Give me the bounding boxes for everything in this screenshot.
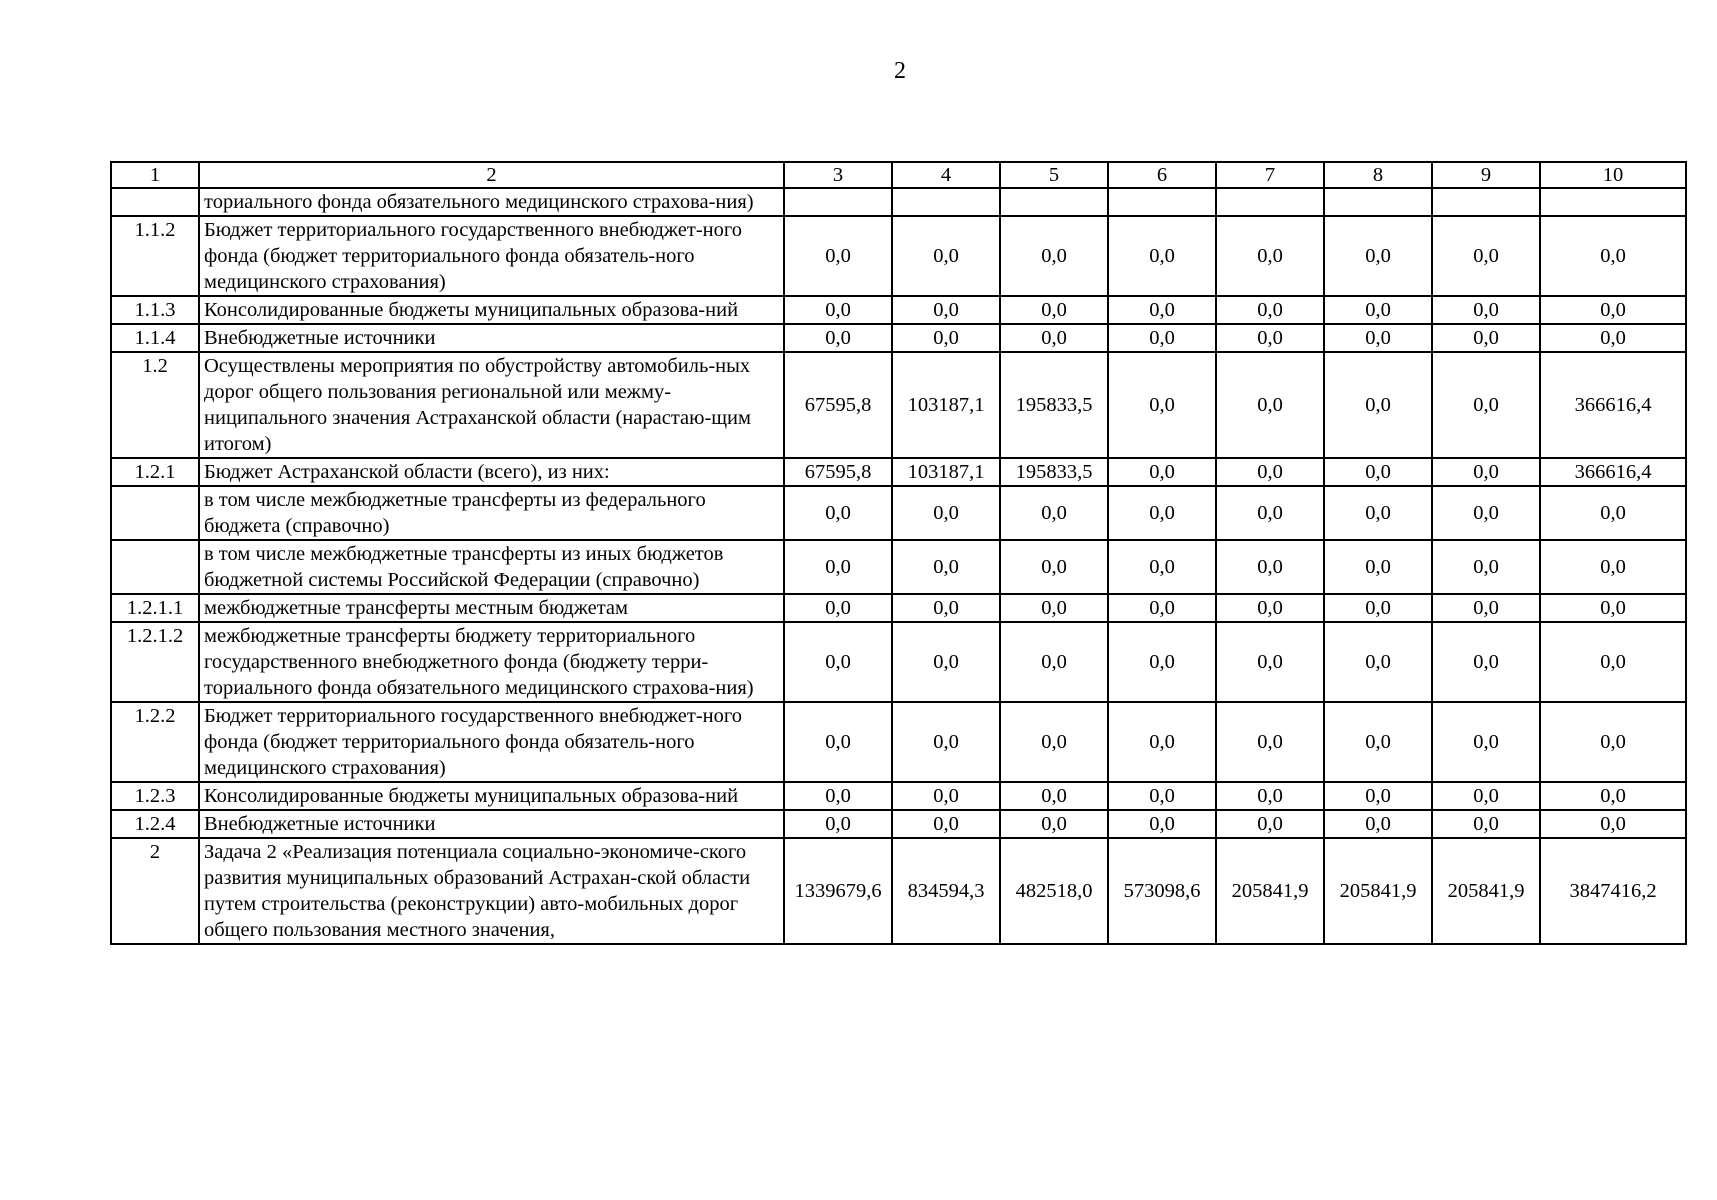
value-cell-col-5: 0,0 — [1000, 810, 1108, 838]
value-cell-col-5: 0,0 — [1000, 296, 1108, 324]
value-cell-col-4: 0,0 — [892, 782, 1000, 810]
value-cell-col-8: 0,0 — [1324, 352, 1432, 458]
table-row — [111, 352, 1686, 458]
value-cell-col-7: 0,0 — [1216, 810, 1324, 838]
table-row — [111, 296, 1686, 324]
row-description: Внебюджетные источники — [199, 810, 784, 838]
value-cell-col-5: 0,0 — [1000, 324, 1108, 352]
value-cell-col-9: 0,0 — [1432, 458, 1540, 486]
value-cell-col-3: 1339679,6 — [784, 838, 892, 944]
value-cell-col-7 — [1216, 188, 1324, 216]
table-row — [111, 486, 1686, 540]
value-cell-col-10: 0,0 — [1540, 540, 1686, 594]
value-cell-col-6: 0,0 — [1108, 486, 1216, 540]
table-row — [111, 594, 1686, 622]
value-cell-col-6: 0,0 — [1108, 458, 1216, 486]
row-description: Задача 2 «Реализация потенциала социально-экономиче-ского развития муниципальных образований Астрахан-ской области путем строительства (реконструкции) авто-мобильных дорог общего пользования местного значения, — [199, 838, 784, 944]
value-cell-col-9: 0,0 — [1432, 216, 1540, 296]
value-cell-col-6: 573098,6 — [1108, 838, 1216, 944]
row-code — [111, 486, 199, 540]
value-cell-col-10: 0,0 — [1540, 622, 1686, 702]
value-cell-col-8: 0,0 — [1324, 594, 1432, 622]
table-row — [111, 188, 1686, 216]
row-code: 1.1.2 — [111, 216, 199, 296]
value-cell-col-10: 366616,4 — [1540, 352, 1686, 458]
value-cell-col-3: 0,0 — [784, 324, 892, 352]
row-code: 1.2.1 — [111, 458, 199, 486]
value-cell-col-3: 0,0 — [784, 216, 892, 296]
value-cell-col-7: 0,0 — [1216, 324, 1324, 352]
value-cell-col-6: 0,0 — [1108, 352, 1216, 458]
column-header-3: 3 — [784, 162, 892, 188]
value-cell-col-5: 0,0 — [1000, 216, 1108, 296]
value-cell-col-4: 0,0 — [892, 540, 1000, 594]
value-cell-col-3: 0,0 — [784, 622, 892, 702]
row-code: 2 — [111, 838, 199, 944]
value-cell-col-9: 0,0 — [1432, 540, 1540, 594]
row-code: 1.2.1.1 — [111, 594, 199, 622]
value-cell-col-7: 0,0 — [1216, 594, 1324, 622]
value-cell-col-8: 0,0 — [1324, 458, 1432, 486]
row-description: Внебюджетные источники — [199, 324, 784, 352]
value-cell-col-4: 0,0 — [892, 594, 1000, 622]
value-cell-col-4: 0,0 — [892, 622, 1000, 702]
column-header-10: 10 — [1540, 162, 1686, 188]
row-description: межбюджетные трансферты бюджету территориального государственного внебюджетного фонда (бюджету терри-ториального фонда обязательного медицинского страхова-ния) — [199, 622, 784, 702]
value-cell-col-3: 67595,8 — [784, 458, 892, 486]
value-cell-col-8: 0,0 — [1324, 622, 1432, 702]
column-header-6: 6 — [1108, 162, 1216, 188]
value-cell-col-10: 0,0 — [1540, 324, 1686, 352]
value-cell-col-9 — [1432, 188, 1540, 216]
value-cell-col-6: 0,0 — [1108, 782, 1216, 810]
value-cell-col-3: 0,0 — [784, 486, 892, 540]
value-cell-col-10: 3847416,2 — [1540, 838, 1686, 944]
value-cell-col-8 — [1324, 188, 1432, 216]
value-cell-col-3: 0,0 — [784, 702, 892, 782]
value-cell-col-10 — [1540, 188, 1686, 216]
table-row — [111, 702, 1686, 782]
column-header-4: 4 — [892, 162, 1000, 188]
value-cell-col-5: 195833,5 — [1000, 458, 1108, 486]
value-cell-col-3: 67595,8 — [784, 352, 892, 458]
value-cell-col-3: 0,0 — [784, 810, 892, 838]
value-cell-col-8: 0,0 — [1324, 810, 1432, 838]
table-row — [111, 810, 1686, 838]
value-cell-col-9: 0,0 — [1432, 324, 1540, 352]
row-description: Бюджет территориального государственного внебюджет-ного фонда (бюджет территориального фонда обязатель-ного медицинского страхования) — [199, 216, 784, 296]
column-header-1: 1 — [111, 162, 199, 188]
value-cell-col-10: 366616,4 — [1540, 458, 1686, 486]
value-cell-col-5: 0,0 — [1000, 702, 1108, 782]
table-row — [111, 458, 1686, 486]
value-cell-col-6: 0,0 — [1108, 594, 1216, 622]
value-cell-col-5: 195833,5 — [1000, 352, 1108, 458]
value-cell-col-6: 0,0 — [1108, 810, 1216, 838]
value-cell-col-4: 834594,3 — [892, 838, 1000, 944]
value-cell-col-3: 0,0 — [784, 782, 892, 810]
value-cell-col-9: 0,0 — [1432, 486, 1540, 540]
value-cell-col-7: 0,0 — [1216, 486, 1324, 540]
value-cell-col-7: 0,0 — [1216, 458, 1324, 486]
row-description: Бюджет территориального государственного внебюджет-ного фонда (бюджет территориального фонда обязатель-ного медицинского страхования) — [199, 702, 784, 782]
table-row — [111, 838, 1686, 944]
value-cell-col-6 — [1108, 188, 1216, 216]
column-header-9: 9 — [1432, 162, 1540, 188]
value-cell-col-8: 0,0 — [1324, 324, 1432, 352]
value-cell-col-5: 0,0 — [1000, 594, 1108, 622]
value-cell-col-8: 0,0 — [1324, 216, 1432, 296]
row-code — [111, 188, 199, 216]
value-cell-col-7: 0,0 — [1216, 782, 1324, 810]
value-cell-col-5: 0,0 — [1000, 540, 1108, 594]
value-cell-col-6: 0,0 — [1108, 216, 1216, 296]
value-cell-col-6: 0,0 — [1108, 296, 1216, 324]
value-cell-col-8: 0,0 — [1324, 782, 1432, 810]
table-row — [111, 324, 1686, 352]
value-cell-col-9: 0,0 — [1432, 782, 1540, 810]
value-cell-col-5 — [1000, 188, 1108, 216]
row-description: Консолидированные бюджеты муниципальных образова-ний — [199, 782, 784, 810]
value-cell-col-7: 0,0 — [1216, 352, 1324, 458]
column-header-5: 5 — [1000, 162, 1108, 188]
value-cell-col-3: 0,0 — [784, 540, 892, 594]
value-cell-col-7: 0,0 — [1216, 622, 1324, 702]
value-cell-col-8: 0,0 — [1324, 702, 1432, 782]
value-cell-col-6: 0,0 — [1108, 540, 1216, 594]
value-cell-col-6: 0,0 — [1108, 702, 1216, 782]
value-cell-col-7: 205841,9 — [1216, 838, 1324, 944]
value-cell-col-8: 205841,9 — [1324, 838, 1432, 944]
value-cell-col-5: 0,0 — [1000, 782, 1108, 810]
value-cell-col-3: 0,0 — [784, 296, 892, 324]
row-description: Консолидированные бюджеты муниципальных образова-ний — [199, 296, 784, 324]
value-cell-col-9: 0,0 — [1432, 622, 1540, 702]
value-cell-col-4: 0,0 — [892, 810, 1000, 838]
value-cell-col-6: 0,0 — [1108, 622, 1216, 702]
value-cell-col-5: 482518,0 — [1000, 838, 1108, 944]
value-cell-col-4: 0,0 — [892, 216, 1000, 296]
value-cell-col-8: 0,0 — [1324, 296, 1432, 324]
value-cell-col-3 — [784, 188, 892, 216]
value-cell-col-4: 103187,1 — [892, 352, 1000, 458]
value-cell-col-9: 0,0 — [1432, 702, 1540, 782]
row-description: в том числе межбюджетные трансферты из федерального бюджета (справочно) — [199, 486, 784, 540]
table-row — [111, 216, 1686, 296]
value-cell-col-6: 0,0 — [1108, 324, 1216, 352]
row-code: 1.2 — [111, 352, 199, 458]
value-cell-col-4: 0,0 — [892, 324, 1000, 352]
value-cell-col-9: 0,0 — [1432, 594, 1540, 622]
value-cell-col-3: 0,0 — [784, 594, 892, 622]
value-cell-col-4 — [892, 188, 1000, 216]
value-cell-col-8: 0,0 — [1324, 540, 1432, 594]
value-cell-col-10: 0,0 — [1540, 486, 1686, 540]
value-cell-col-4: 0,0 — [892, 296, 1000, 324]
value-cell-col-9: 0,0 — [1432, 810, 1540, 838]
page-number: 2 — [894, 58, 906, 84]
row-code: 1.2.3 — [111, 782, 199, 810]
row-code: 1.1.3 — [111, 296, 199, 324]
table-row — [111, 622, 1686, 702]
column-header-2: 2 — [199, 162, 784, 188]
value-cell-col-5: 0,0 — [1000, 486, 1108, 540]
table-body — [111, 188, 1686, 944]
column-header-7: 7 — [1216, 162, 1324, 188]
row-code: 1.1.4 — [111, 324, 199, 352]
row-description: Осуществлены мероприятия по обустройству автомобиль-ных дорог общего пользования региональной или межму-ниципального значения Астраханской области (нарастаю-щим итогом) — [199, 352, 784, 458]
value-cell-col-10: 0,0 — [1540, 216, 1686, 296]
row-description: Бюджет Астраханской области (всего), из них: — [199, 458, 784, 486]
value-cell-col-7: 0,0 — [1216, 702, 1324, 782]
row-code: 1.2.4 — [111, 810, 199, 838]
value-cell-col-4: 103187,1 — [892, 458, 1000, 486]
value-cell-col-7: 0,0 — [1216, 296, 1324, 324]
column-header-8: 8 — [1324, 162, 1432, 188]
row-description: в том числе межбюджетные трансферты из иных бюджетов бюджетной системы Российской Федерации (справочно) — [199, 540, 784, 594]
row-code — [111, 540, 199, 594]
value-cell-col-10: 0,0 — [1540, 782, 1686, 810]
value-cell-col-9: 0,0 — [1432, 352, 1540, 458]
table-row — [111, 540, 1686, 594]
value-cell-col-4: 0,0 — [892, 486, 1000, 540]
value-cell-col-9: 0,0 — [1432, 296, 1540, 324]
value-cell-col-7: 0,0 — [1216, 540, 1324, 594]
value-cell-col-10: 0,0 — [1540, 810, 1686, 838]
value-cell-col-10: 0,0 — [1540, 702, 1686, 782]
table-row — [111, 782, 1686, 810]
value-cell-col-9: 205841,9 — [1432, 838, 1540, 944]
value-cell-col-7: 0,0 — [1216, 216, 1324, 296]
header-row — [111, 162, 1686, 188]
value-cell-col-4: 0,0 — [892, 702, 1000, 782]
row-description: ториального фонда обязательного медицинского страхова-ния) — [199, 188, 784, 216]
row-code: 1.2.1.2 — [111, 622, 199, 702]
row-description: межбюджетные трансферты местным бюджетам — [199, 594, 784, 622]
value-cell-col-5: 0,0 — [1000, 622, 1108, 702]
value-cell-col-8: 0,0 — [1324, 486, 1432, 540]
value-cell-col-10: 0,0 — [1540, 296, 1686, 324]
value-cell-col-10: 0,0 — [1540, 594, 1686, 622]
row-code: 1.2.2 — [111, 702, 199, 782]
budget-table — [110, 161, 1687, 945]
